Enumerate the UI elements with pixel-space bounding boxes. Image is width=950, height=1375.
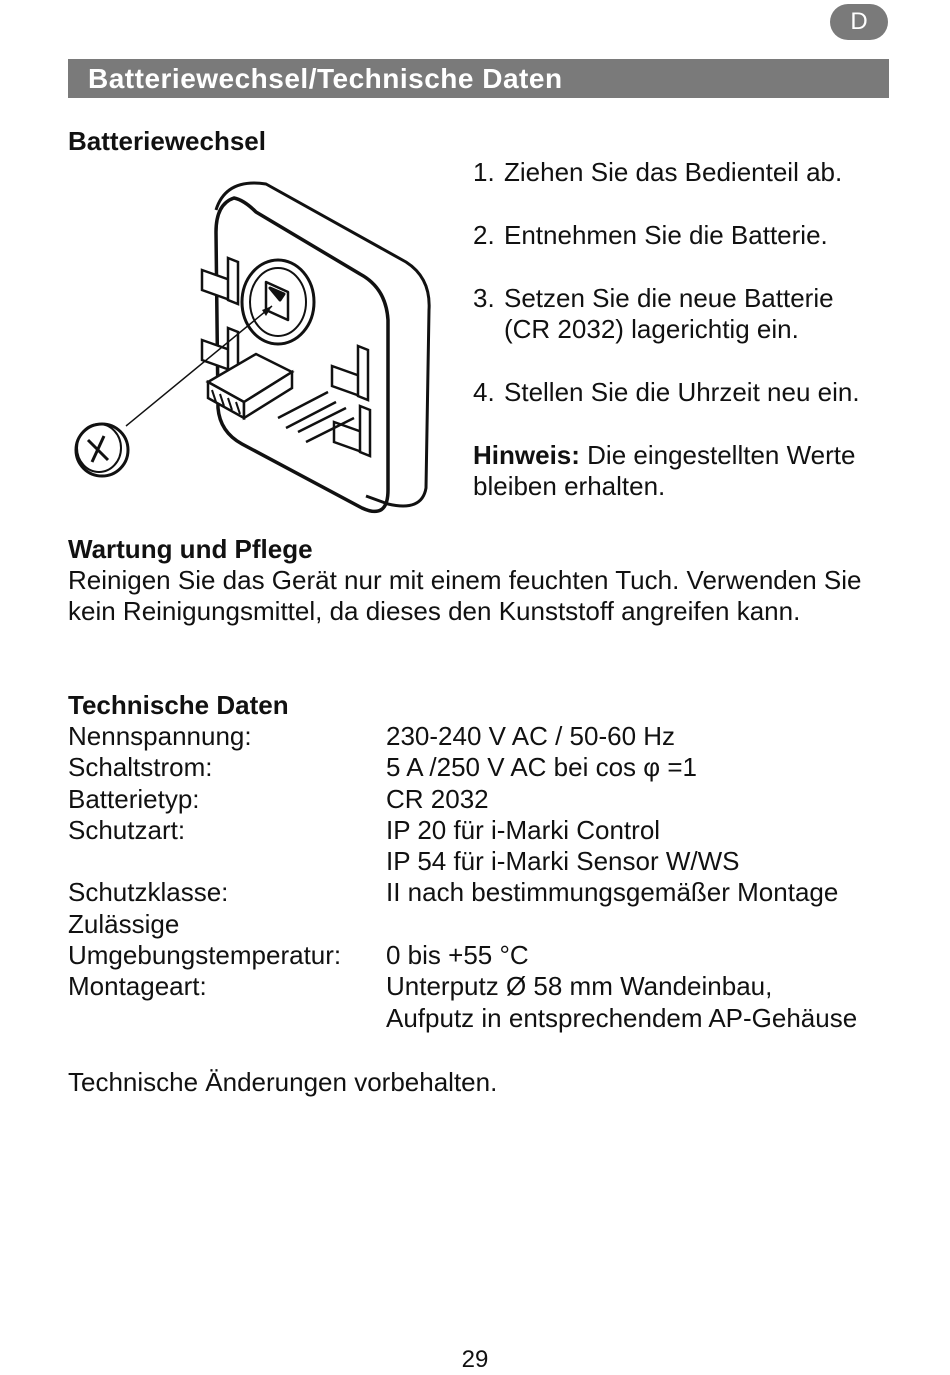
battery-steps bbox=[473, 157, 903, 502]
step-1: 1. Ziehen Sie das Bedienteil ab. bbox=[473, 157, 843, 187]
spec-row: Schaltstrom: 5 A /250 V AC bei cos φ =1 bbox=[68, 752, 698, 783]
battery-note bbox=[473, 440, 903, 502]
step-2: 2. Entnehmen Sie die Batterie. bbox=[473, 220, 828, 250]
spec-row: Aufputz in entsprechendem AP-Gehäuse bbox=[386, 1002, 858, 1033]
section-header: Batteriewechsel/Technische Daten bbox=[68, 59, 889, 98]
specs-table bbox=[68, 721, 908, 1034]
spec-row: Batterietyp: CR 2032 bbox=[68, 783, 489, 814]
battery-heading: Batteriewechsel bbox=[68, 126, 266, 156]
battery-coin-icon bbox=[76, 424, 128, 476]
step-4: 4. Stellen Sie die Uhrzeit neu ein. bbox=[473, 377, 860, 407]
device-battery-illustration-icon bbox=[66, 170, 446, 515]
note-text-2: bleiben erhalten. bbox=[473, 471, 666, 501]
spec-row: Schutzklasse: II nach bestimmungsgemäßer Montage bbox=[68, 877, 839, 908]
language-badge: D bbox=[830, 4, 888, 40]
spec-row: Zulässige bbox=[68, 908, 180, 939]
page-number: 29 bbox=[461, 1346, 489, 1373]
maintenance-heading: Wartung und Pflege bbox=[68, 534, 313, 564]
step-3: 3. Setzen Sie die neue Batterie (CR 2032) lagerichtig ein. bbox=[473, 283, 834, 344]
spec-row: Nennspannung: 230-240 V AC / 50-60 Hz bbox=[68, 721, 676, 751]
spec-row: IP 54 für i-Marki Sensor W/WS bbox=[386, 846, 740, 877]
specs-heading: Technische Daten bbox=[68, 690, 289, 720]
spec-row: Schutzart: IP 20 für i-Marki Control bbox=[68, 814, 661, 845]
spec-row: Montageart: Unterputz Ø 58 mm Wandeinbau, bbox=[68, 971, 773, 1002]
footer-note: Technische Änderungen vorbehalten. bbox=[68, 1067, 498, 1097]
note-text: Die eingestellten Werte bbox=[579, 440, 856, 470]
spec-row: Umgebungstemperatur: 0 bis +55 °C bbox=[68, 940, 529, 971]
maintenance-text: Reinigen Sie das Gerät nur mit einem feuchten Tuch. Verwenden Sie kein Reinigungsmittel, da dieses den Kunststoff angreifen kann. bbox=[68, 565, 862, 626]
note-label: Hinweis: bbox=[473, 440, 580, 470]
